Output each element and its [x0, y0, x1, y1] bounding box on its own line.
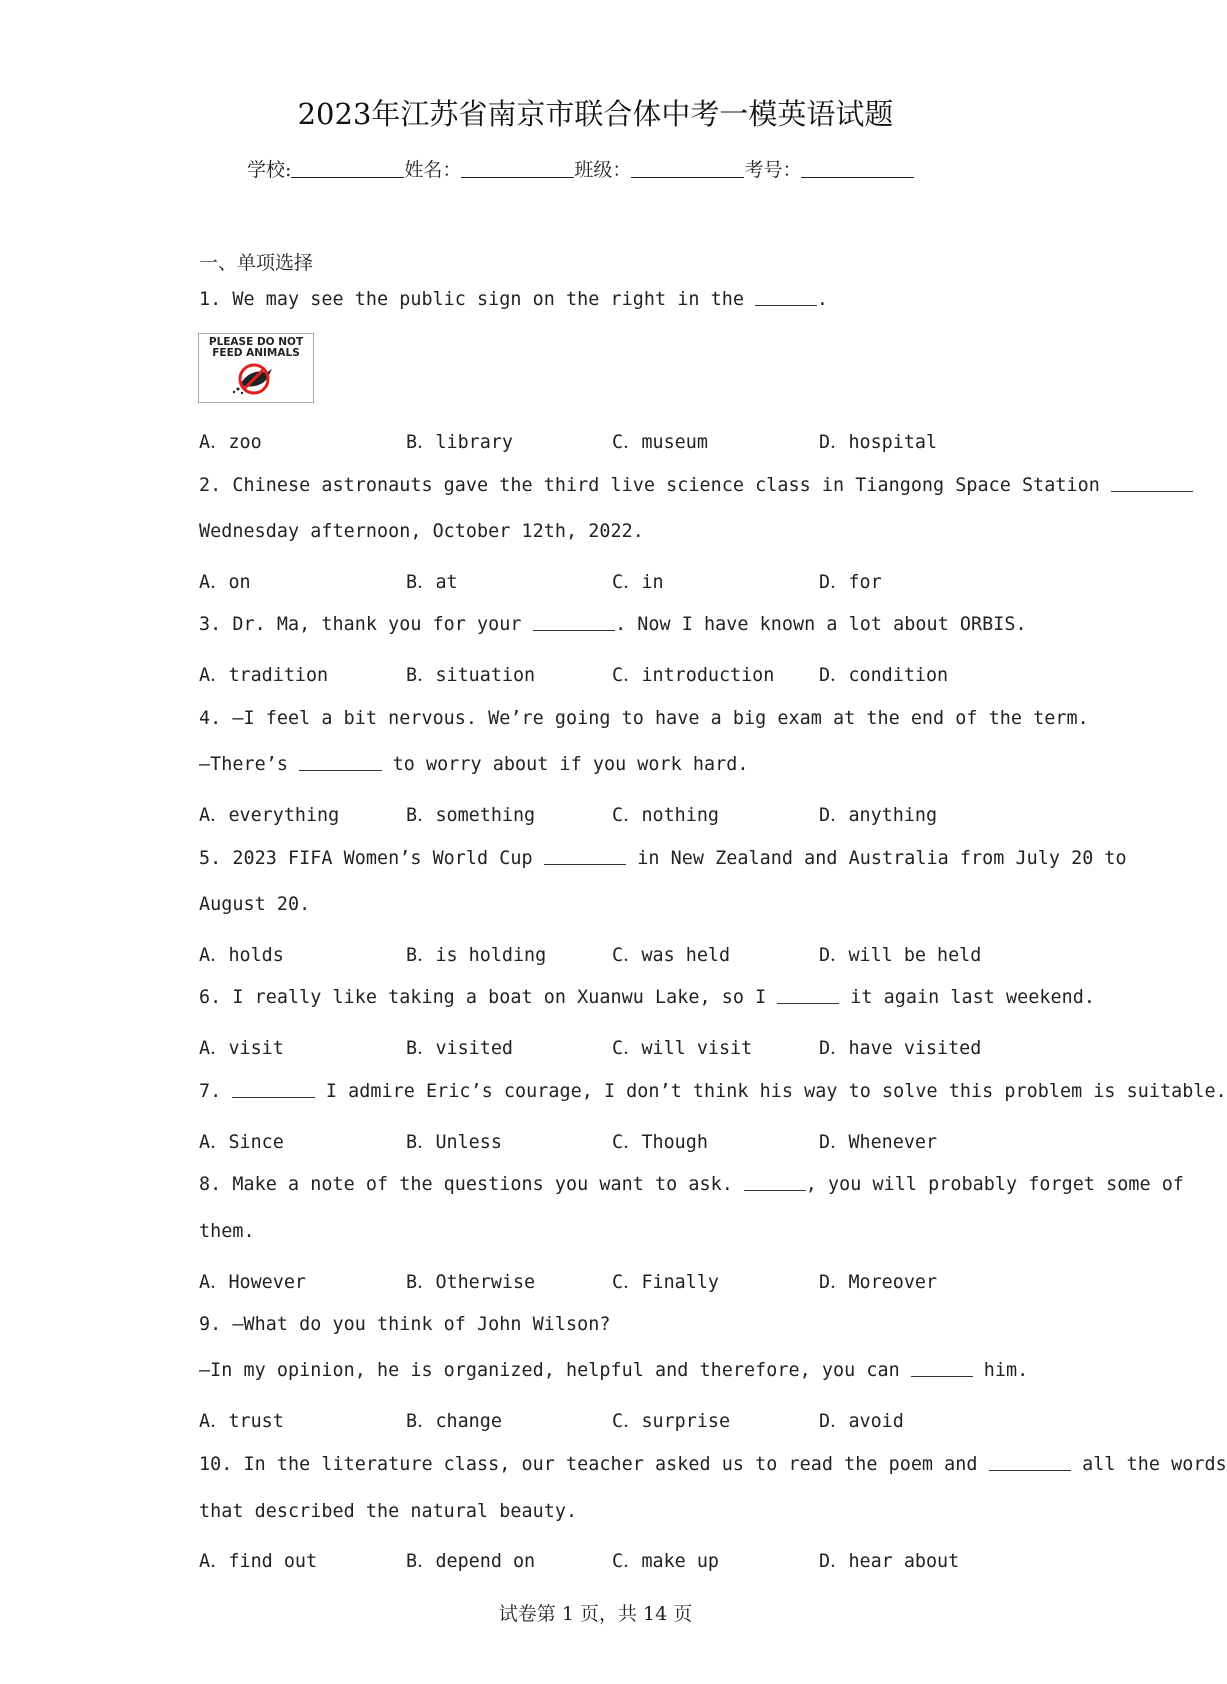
question-1-option-A: A．zoo: [199, 432, 262, 453]
question-6-line-1: [199, 987, 1095, 1008]
question-8-option-B: B．Otherwise: [406, 1272, 536, 1293]
question-3-option-B: B．situation: [406, 665, 536, 686]
name-blank: [461, 159, 574, 178]
question-7-option-D: D．Whenever: [819, 1132, 938, 1153]
question-text: 6. I really like taking a boat on Xuanwu Lake, so I: [199, 987, 778, 1008]
question-2-line-1: [199, 475, 1193, 496]
question-text: all the words: [1071, 1454, 1227, 1475]
answer-blank: [1111, 475, 1193, 492]
question-text: —In my opinion, he is organized, helpful and therefore, you can: [199, 1360, 911, 1381]
question-text: 3. Dr. Ma, thank you for your: [199, 614, 533, 635]
question-3-option-D: D．condition: [819, 665, 949, 686]
class-label: 班级：: [574, 159, 632, 181]
question-5-line-2: [199, 894, 310, 915]
question-4-option-D: D．anything: [819, 805, 938, 826]
school-label: 学校:: [247, 159, 292, 181]
question-text: 4. —I feel a bit nervous. We’re going to have a big exam at the end of the term.: [199, 708, 1089, 729]
question-3-option-A: A．tradition: [199, 665, 329, 686]
question-text: 5. 2023 FIFA Women’s World Cup: [199, 848, 544, 869]
question-2-option-D: D．for: [819, 572, 882, 593]
question-1-line-1: [199, 289, 828, 310]
question-text: 2. Chinese astronauts gave the third live science class in Tiangong Space Station: [199, 475, 1112, 496]
question-10-line-1: [199, 1454, 1227, 1475]
question-text: . Now I have known a lot about ORBIS.: [615, 614, 1027, 635]
question-9-option-B: B．change: [406, 1411, 502, 1432]
question-1-option-B: B．library: [406, 432, 513, 453]
question-3-option-C: C．introduction: [612, 665, 775, 686]
question-7-option-A: A．Since: [199, 1132, 284, 1153]
question-7-option-B: B．Unless: [406, 1132, 502, 1153]
question-7-option-C: C．Though: [612, 1132, 708, 1153]
question-2-option-C: C．in: [612, 572, 664, 593]
answer-blank: [777, 987, 839, 1004]
answer-blank: [299, 754, 381, 771]
question-1-option-D: D．hospital: [819, 432, 938, 453]
question-8-option-D: D．Moreover: [819, 1272, 938, 1293]
question-text: 1. We may see the public sign on the right in the: [199, 289, 756, 310]
question-text: in New Zealand and Australia from July 20 to: [626, 848, 1127, 869]
question-3-line-1: [199, 614, 1027, 635]
section-heading: 一、单项选择: [199, 252, 314, 274]
question-4-option-B: B．something: [406, 805, 536, 826]
question-2-option-A: A．on: [199, 572, 251, 593]
question-4-option-A: A．everything: [199, 805, 340, 826]
answer-blank: [989, 1454, 1071, 1471]
question-6-option-A: A．visit: [199, 1038, 284, 1059]
answer-blank: [544, 848, 626, 865]
answer-blank: [232, 1081, 314, 1098]
question-10-option-D: D．hear about: [819, 1551, 960, 1572]
class-blank: [631, 159, 744, 178]
question-6-option-C: C．will visit: [612, 1038, 753, 1059]
question-text: 9. —What do you think of John Wilson?: [199, 1314, 611, 1335]
question-5-option-C: C．was held: [612, 945, 731, 966]
question-8-option-C: C．Finally: [612, 1272, 719, 1293]
question-8-line-1: [199, 1174, 1184, 1195]
question-5-option-B: B．is holding: [406, 945, 547, 966]
no-feeding-icon: [199, 334, 313, 402]
question-7-line-1: [199, 1081, 1227, 1102]
question-text: —There’s: [199, 754, 300, 775]
question-5-line-1: [199, 848, 1127, 869]
question-text: to worry about if you work hard.: [381, 754, 749, 775]
question-text: it again last weekend.: [839, 987, 1095, 1008]
question-10-option-B: B．depend on: [406, 1551, 536, 1572]
answer-blank: [911, 1360, 973, 1377]
question-5-option-D: D．will be held: [819, 945, 982, 966]
question-9-line-2: [199, 1360, 1028, 1381]
question-text: 7.: [199, 1081, 233, 1102]
number-label: 考号：: [744, 159, 802, 181]
question-text: .: [816, 289, 829, 310]
question-8-line-2: [199, 1221, 255, 1242]
question-9-option-C: C．surprise: [612, 1411, 731, 1432]
question-10-line-2: [199, 1501, 577, 1522]
question-text: that described the natural beauty.: [199, 1501, 578, 1522]
student-info-row: [247, 155, 914, 182]
sign-text: PLEASE DO NOT FEED ANIMALS: [208, 336, 304, 359]
question-text: , you will probably forget some of: [805, 1174, 1184, 1195]
number-blank: [801, 159, 914, 178]
question-9-option-A: A．trust: [199, 1411, 284, 1432]
question-text: him.: [972, 1360, 1029, 1381]
question-text: I admire Eric’s courage, I don’t think his way to solve this problem is suitable.: [314, 1081, 1227, 1102]
question-4-line-1: [199, 708, 1089, 729]
question-text: 8. Make a note of the questions you want to ask.: [199, 1174, 744, 1195]
question-text: them.: [199, 1221, 255, 1242]
question-9-line-1: [199, 1314, 611, 1335]
page-footer: 试卷第 1 页，共 14 页: [498, 1603, 693, 1625]
question-5-option-A: A．holds: [199, 945, 284, 966]
question-text: 10. In the literature class, our teacher asked us to read the poem and: [199, 1454, 989, 1475]
public-sign-image: [198, 333, 314, 403]
answer-blank: [744, 1174, 806, 1191]
name-label: 姓名：: [404, 159, 462, 181]
question-2-line-2: [199, 521, 644, 542]
school-blank: [291, 159, 404, 178]
question-text: August 20.: [199, 894, 311, 915]
question-6-option-D: D．have visited: [819, 1038, 982, 1059]
question-text: Wednesday afternoon, October 12th, 2022.: [199, 521, 644, 542]
answer-blank: [533, 614, 615, 631]
question-10-option-A: A．find out: [199, 1551, 318, 1572]
question-2-option-B: B．at: [406, 572, 458, 593]
question-1-option-C: C．museum: [612, 432, 708, 453]
question-6-option-B: B．visited: [406, 1038, 513, 1059]
question-9-option-D: D．avoid: [819, 1411, 904, 1432]
question-4-option-C: C．nothing: [612, 805, 719, 826]
page-title: 2023年江苏省南京市联合体中考一模英语试题: [297, 97, 894, 131]
question-10-option-C: C．make up: [612, 1551, 719, 1572]
question-4-line-2: [199, 754, 749, 775]
question-8-option-A: A．However: [199, 1272, 306, 1293]
answer-blank: [755, 289, 817, 306]
